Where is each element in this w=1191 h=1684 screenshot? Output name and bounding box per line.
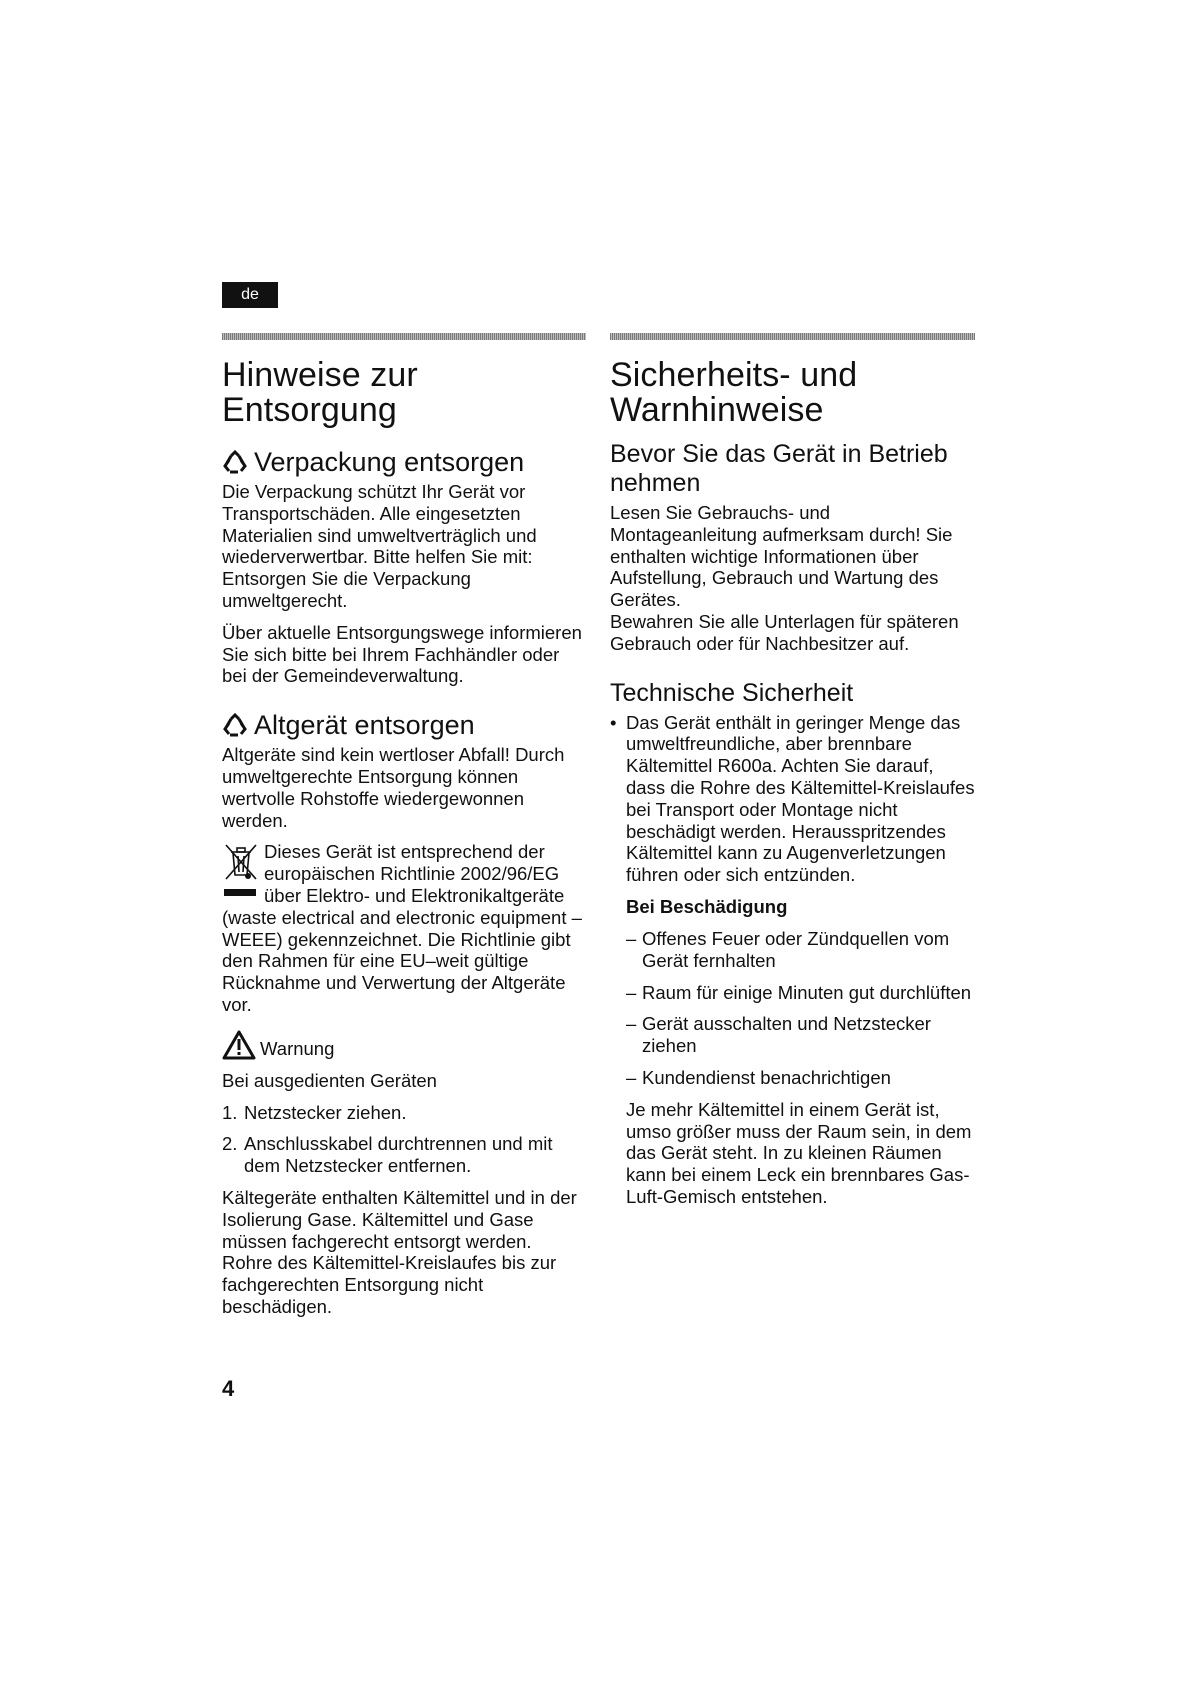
list-item [222, 1102, 586, 1124]
list-text: Gerät ausschalten und Netzstecker ziehen [642, 1013, 931, 1057]
weee-text: Dieses Gerät ist entsprechend der europäischen Richtlinie 2002/96/EG über Elektro- und Elektronikaltgeräte (waste electrical and electronic equipment – WEEE) gekennzeichnet. Die Richtlinie gibt den Rahmen für eine EU–weit gültige Rücknahme und Verwertung der Altgeräte vor. [222, 841, 582, 1015]
packaging-heading-label: Verpackung entsorgen [254, 447, 525, 477]
list-item [626, 1013, 975, 1057]
list-number: 1. [222, 1101, 238, 1123]
list-text: Kundendienst benachrichtigen [642, 1066, 891, 1088]
safety-title: Sicherheits- und Warnhinweise [610, 356, 858, 429]
warning-intro: Bei ausgedienten Geräten [222, 1069, 437, 1091]
old-device-heading [222, 711, 586, 740]
crossed-bin-icon [222, 841, 260, 901]
damage-heading: Bei Beschädigung [626, 895, 788, 917]
list-item [626, 928, 975, 972]
bullet-mark: • [610, 711, 617, 733]
disposal-title: Hinweise zur Entsorgung [222, 356, 418, 429]
packaging-heading [222, 448, 586, 477]
list-text: Anschlusskabel durchtrennen und mit dem Netzstecker entfernen. [244, 1133, 553, 1177]
list-item [222, 1133, 586, 1177]
left-column [222, 333, 586, 1328]
section-rule [610, 333, 975, 340]
warning-triangle-icon [222, 1030, 256, 1060]
warning-steps [222, 1102, 586, 1177]
before-use-text-1: Lesen Sie Gebrauchs- und Montageanleitung aufmerksam durch! Sie enthalten wichtige Informationen über Aufstellung, Gebrauch und Wartung des Gerätes. [610, 502, 953, 611]
warning-row [222, 1030, 586, 1060]
recycle-icon [222, 713, 248, 739]
before-use-text-2: Bewahren Sie alle Unterlagen für späteren Gebrauch oder für Nachbesitzer auf. [610, 610, 959, 654]
language-tag: de [222, 282, 278, 308]
old-device-heading-label: Altgerät entsorgen [254, 710, 475, 741]
list-text: Raum für einige Minuten gut durchlüften [642, 981, 972, 1003]
damage-steps [610, 928, 975, 1089]
page-number: 4 [222, 1376, 235, 1401]
weee-notice [222, 841, 586, 1015]
technical-safety-list [610, 712, 975, 886]
list-item [610, 712, 975, 886]
refrigerant-disposal-text: Kältegeräte enthalten Kältemittel und in der Isolierung Gase. Kältemittel und Gase müssen fachgerecht entsorgt werden. Rohre des Kältemittel-Kreislaufes bis zur fachgerechten Entsorgung nicht beschädigen. [222, 1186, 577, 1317]
list-item [626, 982, 975, 1004]
list-item [626, 1067, 975, 1089]
dash-mark: – [626, 1013, 637, 1035]
list-text: Offenes Feuer oder Zündquellen vom Gerät fernhalten [642, 927, 950, 971]
old-device-text: Altgeräte sind kein wertloser Abfall! Durch umweltgerechte Entsorgung können wertvolle Rohstoffe wiedergewonnen werden. [222, 744, 565, 831]
right-column [610, 333, 975, 1218]
list-number: 2. [222, 1133, 238, 1155]
list-text: Das Gerät enthält in geringer Menge das umweltfreundliche, aber brennbare Kältemittel R600a. Achten Sie darauf, dass die Rohre des Kältemittel-Kreislaufes bei Transport oder Montage nicht beschädigt werden. Herausspritzendes Kältemittel kann zu Augenverletzungen führen oder sich entzünden. [626, 711, 975, 886]
room-size-text: Je mehr Kältemittel in einem Gerät ist, umso größer muss der Raum sein, in dem das Gerät steht. In zu kleinen Räumen kann bei einem Leck ein brennbares Gas-Luft-Gemisch entstehen. [626, 1098, 972, 1207]
section-rule [222, 333, 586, 340]
recycle-icon [222, 450, 248, 476]
dash-mark: – [626, 927, 637, 949]
list-text: Netzstecker ziehen. [244, 1101, 407, 1123]
packaging-text-1: Die Verpackung schützt Ihr Gerät vor Transportschäden. Alle eingesetzten Materialien sind umweltverträglich und wiederverwertbar. Bitte helfen Sie mit: Entsorgen Sie die Verpackung umweltgerecht. [222, 481, 537, 611]
technical-safety-heading: Technische Sicherheit [610, 678, 854, 707]
warning-label: Warnung [260, 1037, 335, 1059]
dash-mark: – [626, 1066, 637, 1088]
packaging-text-2: Über aktuelle Entsorgungswege informieren Sie sich bitte bei Ihrem Fachhändler oder bei der Gemeindeverwaltung. [222, 621, 582, 687]
before-use-heading: Bevor Sie das Gerät in Betrieb nehmen [610, 440, 948, 497]
dash-mark: – [626, 981, 637, 1003]
